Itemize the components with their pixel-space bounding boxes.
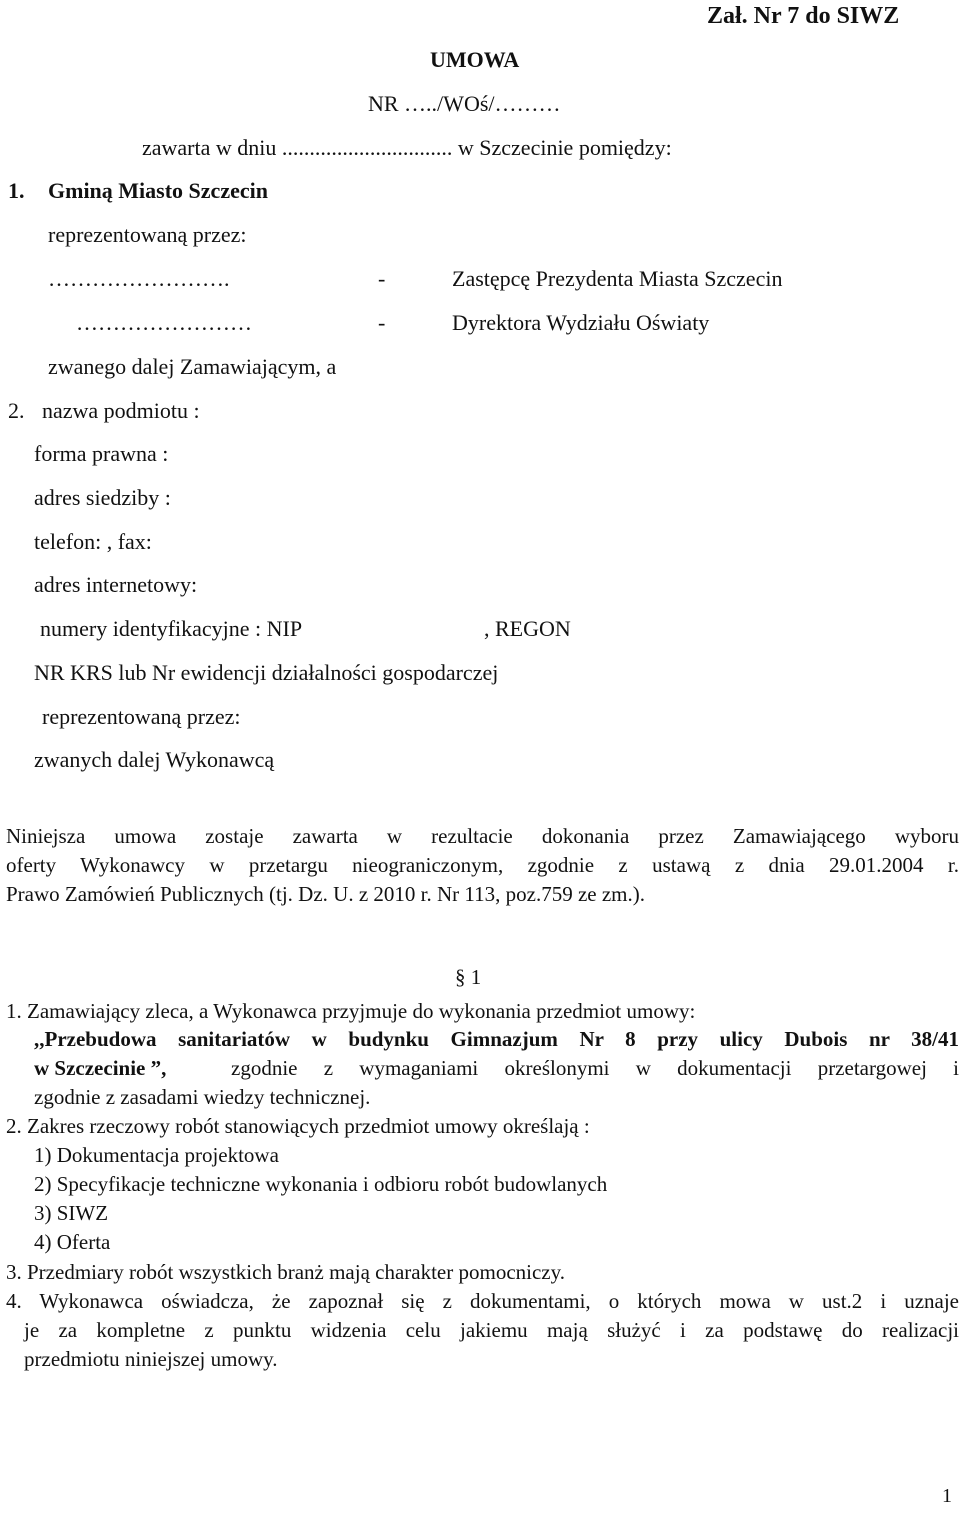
document-title: UMOWA bbox=[430, 47, 520, 72]
s1-p3: 3. Przedmiary robót wszystkich branż mają charakter pomocniczy. bbox=[6, 1260, 566, 1284]
party1-called: zwanego dalej Zamawiającym, a bbox=[48, 354, 337, 379]
page-number: 1 bbox=[942, 1485, 952, 1507]
attachment-label: Zał. Nr 7 do SIWZ bbox=[707, 3, 900, 29]
party1-rep2-role: Dyrektora Wydziału Oświaty bbox=[452, 310, 710, 335]
s1-p1-subject-title: ,,Przebudowa sanitariatów w budynku Gimnazjum Nr 8 przy ulicy Dubois nr 38/41 bbox=[34, 1027, 959, 1051]
s1-p4-line1: 4. Wykonawca oświadcza, że zapoznał się z dokumentami, o których mowa w ust.2 i uznaje bbox=[6, 1289, 959, 1313]
intro-line-3: Prawo Zamówień Publicznych (tj. Dz. U. z 2010 r. Nr 113, poz.759 ze zm.). bbox=[6, 882, 645, 906]
party2-called: zwanych dalej Wykonawcą bbox=[34, 747, 275, 772]
party1-name: Gminą Miasto Szczecin bbox=[48, 178, 268, 203]
s1-p2-item-1: 1) Dokumentacja projektowa bbox=[34, 1143, 279, 1167]
s1-p2: 2. Zakres rzeczowy robót stanowiących przedmiot umowy określają : bbox=[6, 1114, 590, 1138]
s1-p2-item-3: 3) SIWZ bbox=[34, 1201, 109, 1225]
party1-represented: reprezentowaną przez: bbox=[48, 222, 247, 247]
concluded-line: zawarta w dniu ............................... w Szczecinie pomiędzy: bbox=[142, 135, 672, 160]
party2-legal-form: forma prawna : bbox=[34, 441, 169, 466]
party1-rep2-blank: …………………… bbox=[76, 310, 252, 335]
party1-rep1-dash: - bbox=[378, 266, 386, 291]
section-1-heading: § 1 bbox=[455, 965, 482, 989]
party2-address: adres siedziby : bbox=[34, 485, 171, 510]
s1-p4-line3: przedmiotu niniejszej umowy. bbox=[24, 1347, 278, 1371]
intro-line-1: Niniejsza umowa zostaje zawarta w rezultacie dokonania przez Zamawiającego wyboru bbox=[6, 824, 959, 848]
party1-rep1-role: Zastępcę Prezydenta Miasta Szczecin bbox=[452, 266, 783, 291]
party2-regon: , REGON bbox=[484, 616, 571, 641]
party2-name-label: nazwa podmiotu : bbox=[42, 398, 200, 423]
party1-number: 1. bbox=[8, 178, 25, 203]
s1-p1-line3-rest: zgodnie z wymaganiami określonymi w dokumentacji przetargowej i bbox=[231, 1056, 959, 1080]
s1-p2-item-4: 4) Oferta bbox=[34, 1230, 111, 1254]
s1-p1-subject-location: w Szczecinie ”, bbox=[34, 1056, 167, 1080]
s1-p1-line1: 1. Zamawiający zleca, a Wykonawca przyjmuje do wykonania przedmiot umowy: bbox=[6, 999, 696, 1023]
party2-ids: numery identyfikacyjne : NIP bbox=[40, 616, 303, 641]
s1-p4-line2: je za kompletne z punktu widzenia celu jakiemu mają służyć i za podstawę do realizacji bbox=[24, 1318, 959, 1342]
party2-krs: NR KRS lub Nr ewidencji działalności gospodarczej bbox=[34, 660, 499, 685]
party1-rep1-blank: ……………………. bbox=[48, 266, 230, 291]
contract-number: NR …../WOś/……… bbox=[368, 91, 561, 116]
s1-p1-line4: zgodnie z zasadami wiedzy technicznej. bbox=[34, 1085, 371, 1109]
intro-line-2: oferty Wykonawcy w przetargu nieograniczonym, zgodnie z ustawą z dnia 29.01.2004 r. bbox=[6, 853, 959, 877]
party2-web: adres internetowy: bbox=[34, 572, 198, 597]
party2-represented: reprezentowaną przez: bbox=[42, 704, 241, 729]
party1-rep2-dash: - bbox=[378, 310, 386, 335]
party2-number: 2. bbox=[8, 398, 25, 423]
party2-phone-fax: telefon: , fax: bbox=[34, 529, 152, 554]
s1-p2-item-2: 2) Specyfikacje techniczne wykonania i odbioru robót budowlanych bbox=[34, 1172, 608, 1196]
